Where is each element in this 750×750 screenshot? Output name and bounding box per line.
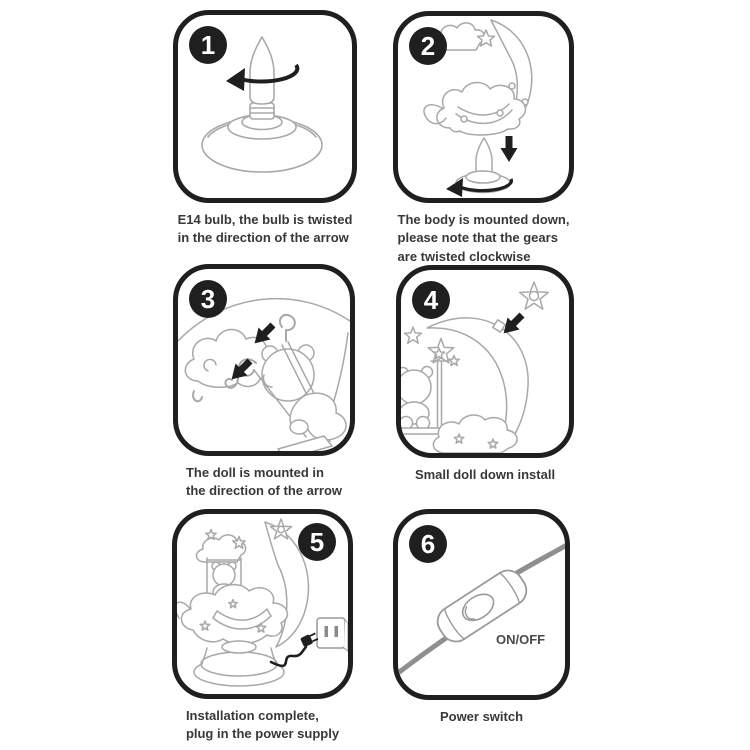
rotation-arrowhead-icon [226, 68, 245, 91]
clockwise-arrowhead-icon [446, 178, 463, 197]
down-arrow-icon [501, 136, 518, 162]
step-2-caption: The body is mounted down, please note that the gears are twisted clockwise [397, 212, 570, 264]
step-1 [173, 10, 357, 248]
step-1-panel [173, 10, 357, 203]
step-2-panel [393, 11, 574, 203]
step-1-number-badge: 1 [189, 26, 227, 64]
step-5 [172, 509, 353, 744]
step-3-panel [173, 264, 355, 456]
step-4-panel [396, 265, 574, 458]
step-1-caption: E14 bulb, the bulb is twisted in the direction of the arrow [177, 212, 353, 246]
step-4-caption: Small doll down install [414, 467, 556, 482]
on-off-label: ON/OFF [496, 632, 546, 647]
step-3-caption: The doll is mounted in the direction of the arrow [185, 465, 342, 499]
step-3-number-badge: 3 [189, 280, 227, 318]
step-2-number-badge: 2 [409, 27, 447, 65]
plug-icon [300, 632, 319, 648]
step-6 [393, 509, 570, 726]
step-4 [396, 265, 574, 484]
outlet-slot-right [335, 626, 339, 637]
power-cord [271, 647, 306, 666]
step-5-panel [172, 509, 353, 699]
step-6-caption: Power switch [439, 709, 524, 724]
step-5-caption: Installation complete, plug in the power supply [185, 708, 340, 742]
outlet-slot-left [325, 626, 329, 637]
step-3 [173, 264, 355, 501]
step-2 [393, 11, 574, 266]
step-4-number-badge: 4 [412, 281, 450, 319]
step-6-panel [393, 509, 570, 700]
step-6-number-badge: 6 [409, 525, 447, 563]
step-5-number-badge: 5 [298, 523, 336, 561]
